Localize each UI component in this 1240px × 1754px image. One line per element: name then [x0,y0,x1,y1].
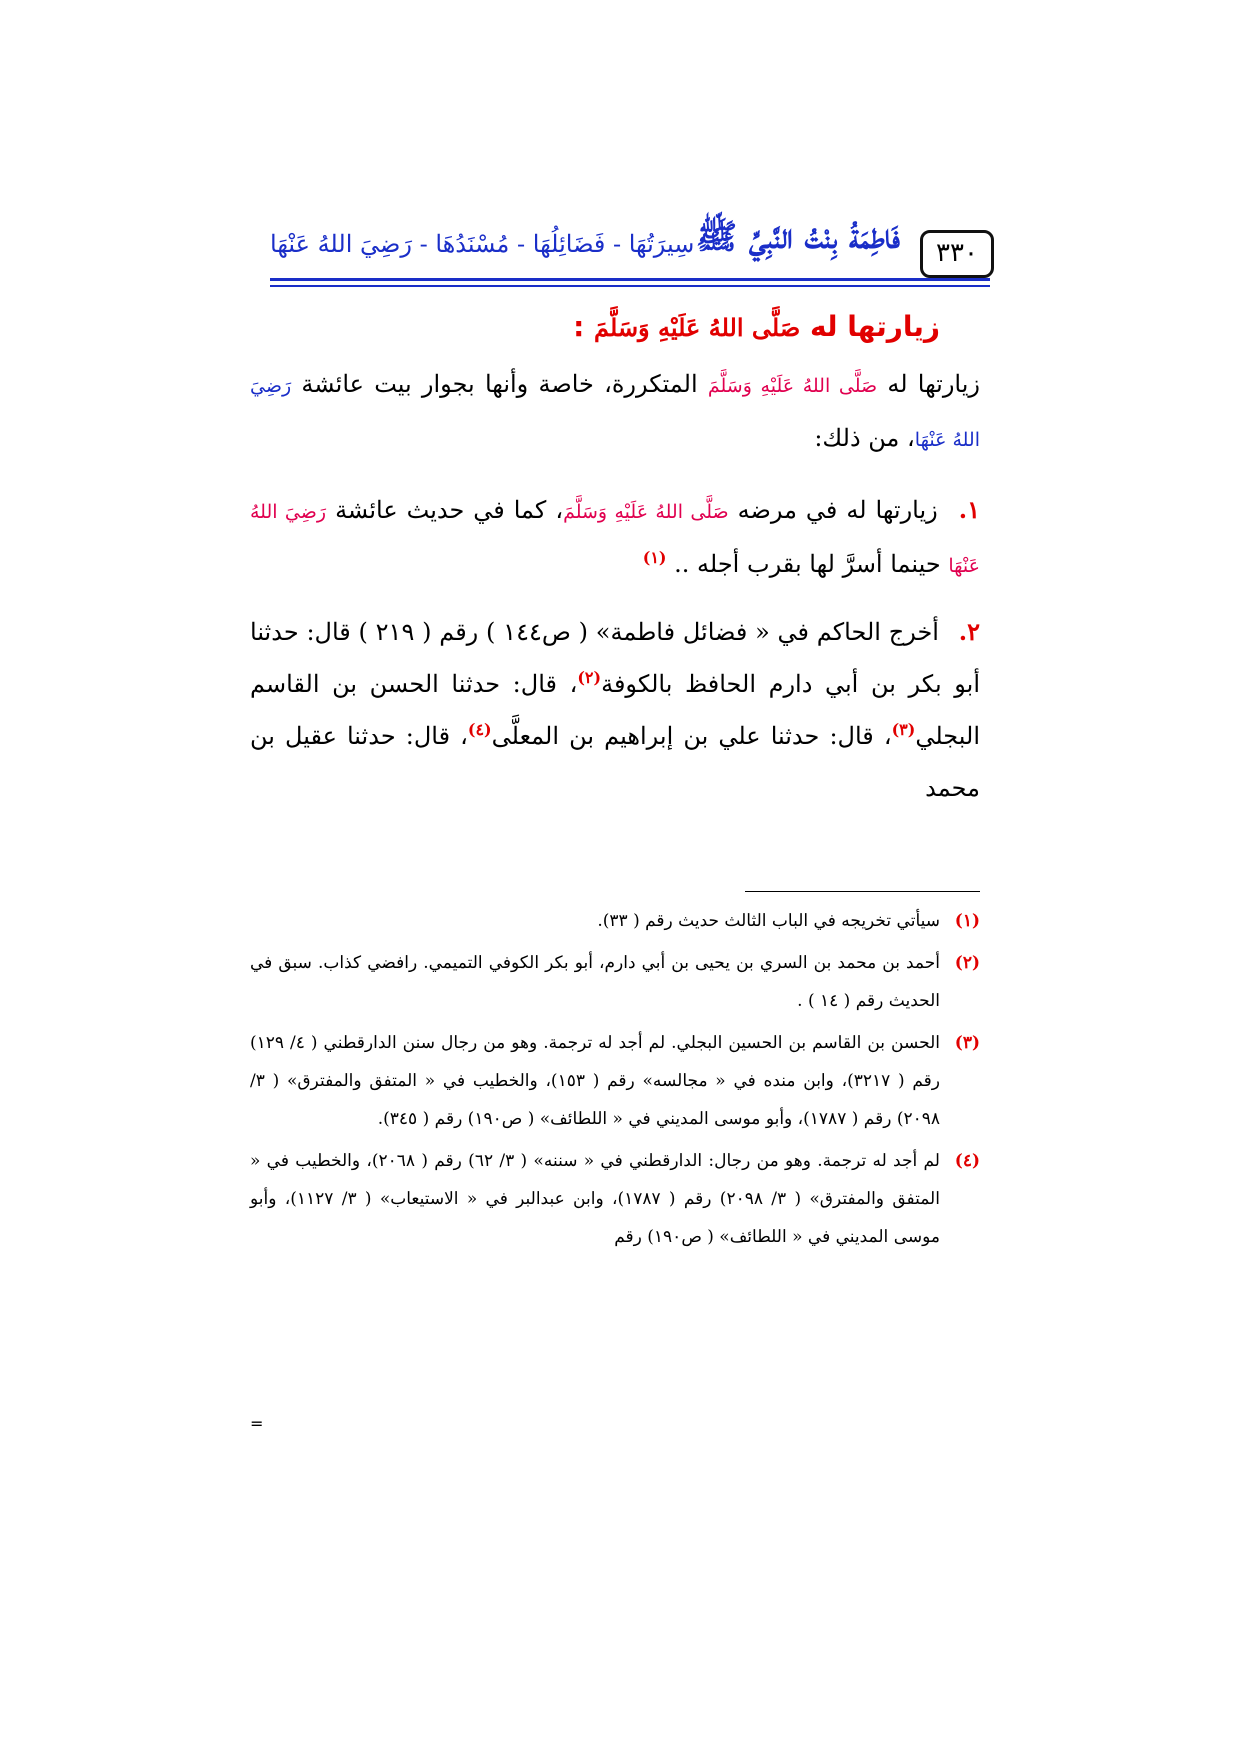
item-1-text-2: ، كما في حديث عائشة [335,496,564,524]
footnote-ref-4[interactable]: (٤) [467,720,492,739]
item-number-1: ١. [958,495,980,524]
item-2-text-2: ، قال: حدثنا الحسن بن القاسم البجلي [250,670,980,750]
item-1-text-1: زيارتها له في مرضه [737,496,938,524]
footnote-text: لم أجد له ترجمة. وهو من رجال: الدارقطني في « سننه» ( ٣/ ٦٢) رقم ( ٢٠٦٨)، والخطيب في « المتفق والمفترق» ( ٣/ ٢٠٩٨) رقم ( ١٧٨٧)، وابن عبدالبر في « الاستيعاب» ( ٣/ ١١٢٧)، وأبو موسى المديني في « اللطائف» ( ص١٩٠) رقم [250,1151,940,1247]
footnote-2 [250,944,980,1020]
list-item-2 [250,606,980,814]
item-2-text-4: ، قال: حدثنا عقيل بن محمد [250,722,980,802]
footnote-ref-2[interactable]: (٢) [577,668,602,687]
section-heading-text: زيارتها له [809,310,940,343]
section-heading-honorific: صَلَّى اللهُ عَلَيْهِ وَسَلَّمَ [594,313,801,342]
footnote-number: (٢) [954,953,980,973]
list-item-1 [250,484,980,592]
footnote-ref-1[interactable]: (١) [642,548,667,567]
header-rule-secondary [270,285,990,287]
footnotes [250,902,980,1260]
intro-paragraph [250,358,980,466]
footnote-text: الحسن بن القاسم بن الحسين البجلي. لم أجد له ترجمة. وهو من رجال سنن الدارقطني ( ٤/ ١٢٩) رقم ( ٣٢١٧)، وابن منده في « مجالسه» رقم ( ١٥٣)، والخطيب في « المتفق والمفترق» ( ٣/ ٢٠٩٨) رقم ( ١٧٨٧)، وأبو موسى المديني في « اللطائف» ( ص١٩٠) رقم ( ٣٤٥). [250,1033,940,1129]
intro-text-3: ، من ذلك: [814,424,915,452]
footnote-number: (٣) [954,1033,980,1053]
footnote-separator [745,891,980,892]
footnote-text: أحمد بن محمد بن السري بن يحيى بن أبي دارم، أبو بكر الكوفي التميمي. رافضي كذاب. سبق في الحديث رقم ( ١٤ ) . [250,953,940,1011]
item-2-text-1: أخرج الحاكم في « فضائل فاطمة» ( ص١٤٤ ) رقم ( ٢١٩ ) قال: حدثنا أبو بكر بن أبي دارم الحافظ بالكوفة [250,618,981,698]
item-number-2: ٢. [958,617,980,646]
footnote-3 [250,1024,980,1138]
intro-text-1: زيارتها له [887,370,981,398]
intro-text-2: المتكررة، خاصة وأنها بجوار بيت عائشة [301,370,698,398]
intro-honorific-2: رَضِيَ اللهُ عَنْهَا [250,375,980,451]
footnote-4 [250,1142,980,1256]
section-heading-colon: : [573,310,585,343]
footnote-number: (١) [954,911,980,931]
item-1-text-3: حينما أسرَّ لها بقرب أجله .. [674,550,941,578]
item-1-honorific-2: رَضِيَ اللهُ عَنْهَا [250,501,980,577]
footnote-text: سيأتي تخريجه في الباب الثالث حديث رقم ( ٣٣). [597,911,940,931]
book-title: فَاطِمَةُ بِنْتُ النَّبِيِّ ﷺ [696,217,900,257]
item-2-text-3: ، قال: حدثنا علي بن إبراهيم بن المعلَّى [491,722,892,750]
page-number: ٣٣٠ [920,230,994,278]
book-subtitle: سِيرَتُهَا - فَضَائِلُهَا - مُسْنَدُهَا - رَضِيَ اللهُ عَنْهَا [270,230,695,258]
footnote-continuation-mark: = [250,1414,264,1433]
footnote-number: (٤) [954,1151,980,1171]
page-header [270,210,980,285]
item-1-honorific-1: صَلَّى اللهُ عَلَيْهِ وَسَلَّمَ [563,501,729,523]
footnote-1 [250,902,980,940]
intro-honorific-1: صَلَّى اللهُ عَلَيْهِ وَسَلَّمَ [707,375,878,397]
section-heading [573,310,940,343]
footnote-ref-3[interactable]: (٣) [891,720,916,739]
header-rule [270,278,990,281]
